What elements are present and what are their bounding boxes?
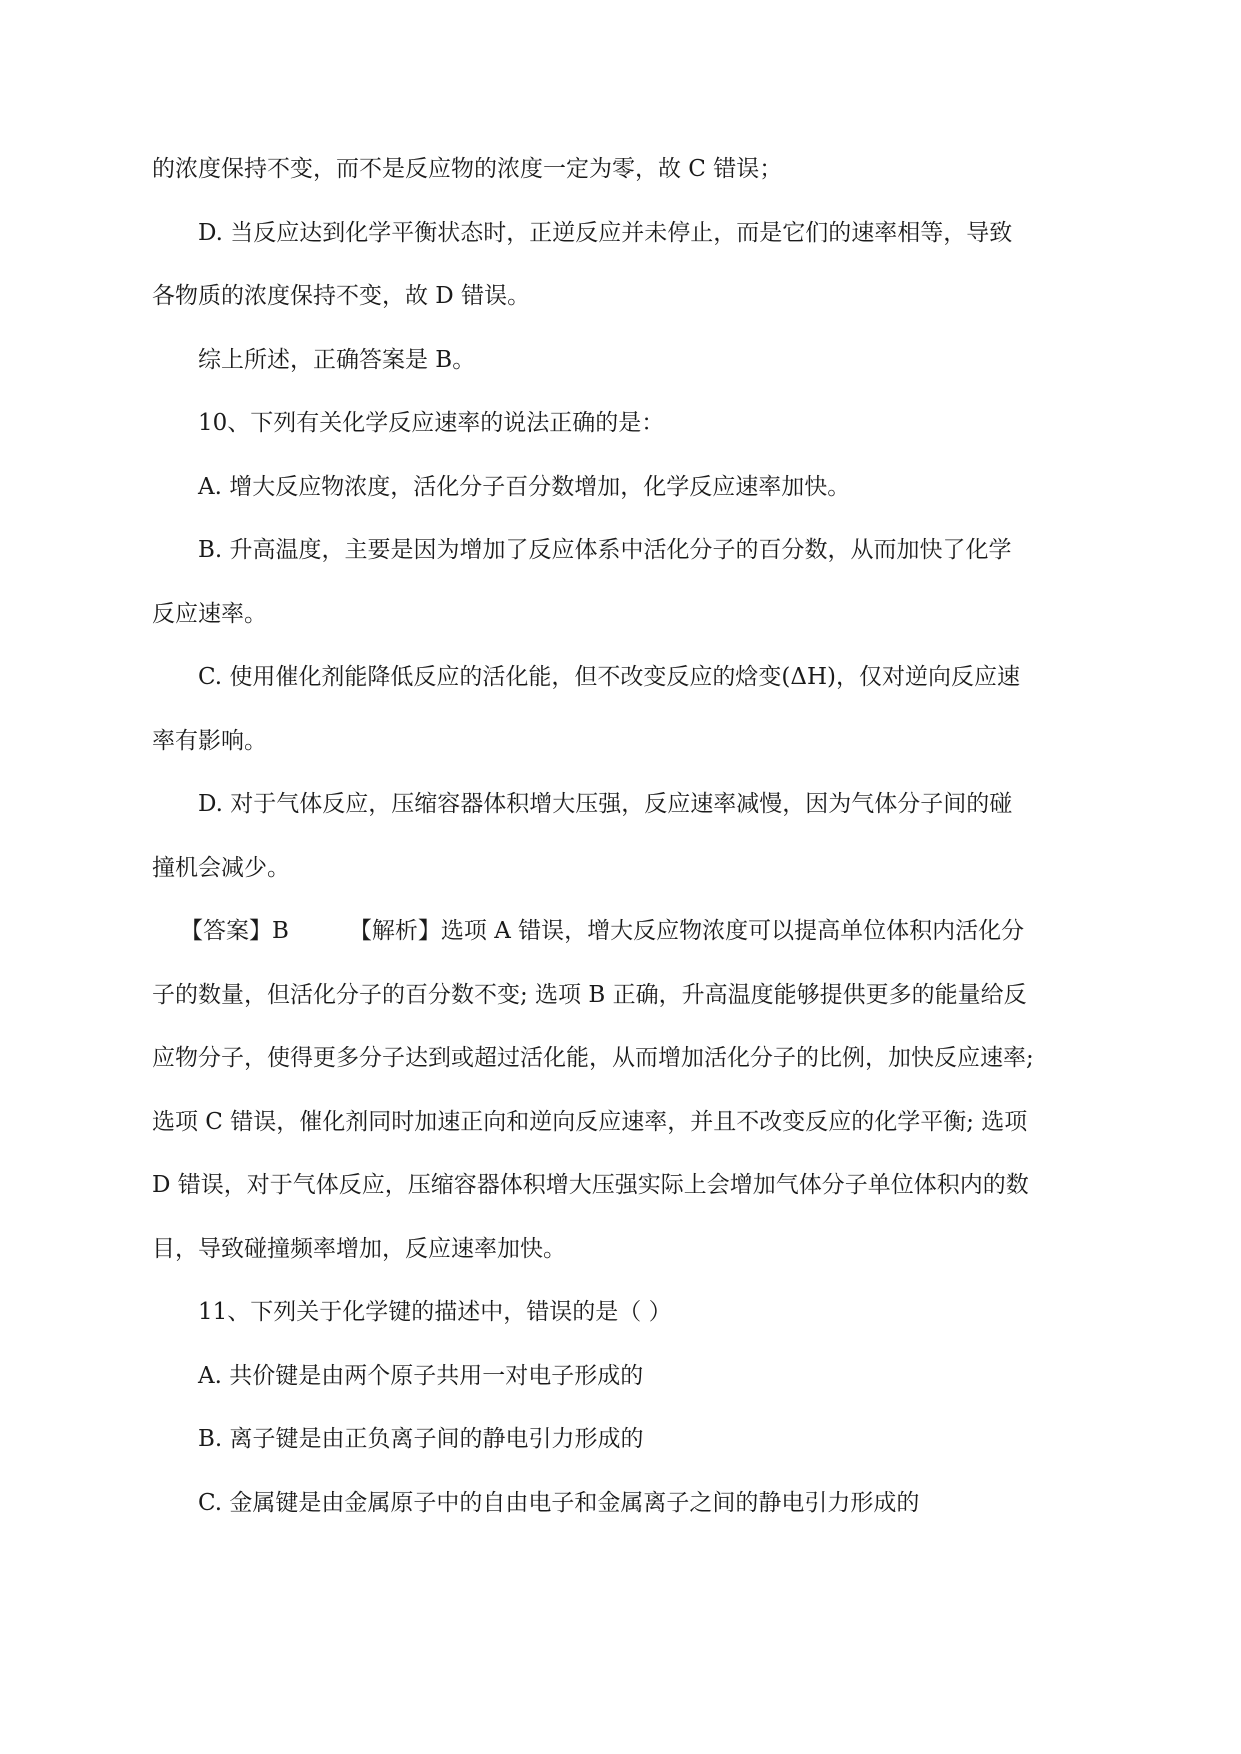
text-line: 反应速率。 (152, 600, 267, 627)
conclusion-line: 综上所述，正确答案是 B。 (198, 346, 476, 373)
question-11-option-c: C. 金属键是由金属原子中的自由电子和金属离子之间的静电引力形成的 (198, 1489, 920, 1516)
question-10-option-a: A. 增大反应物浓度，活化分子百分数增加，化学反应速率加快。 (198, 473, 851, 500)
text-line: 率有影响。 (152, 727, 267, 754)
analysis-line: 选项 C 错误，催化剂同时加速正向和逆向反应速率，并且不改变反应的化学平衡; 选项 (152, 1108, 1028, 1135)
text-line: 撞机会减少。 (152, 854, 290, 881)
question-11-option-b: B. 离子键是由正负离子间的静电引力形成的 (198, 1426, 644, 1452)
question-10-option-d: D. 对于气体反应，压缩容器体积增大压强，反应速率减慢，因为气体分子间的碰 (198, 791, 1013, 817)
analysis-text: 【解析】选项 A 错误，增大反应物浓度可以提高单位体积内活化分 (348, 918, 1025, 944)
answer-label: 【答案】B (180, 918, 289, 944)
question-10-option-b: B. 升高温度，主要是因为增加了反应体系中活化分子的百分数，从而加快了化学 (198, 537, 1012, 563)
answer-analysis-line (152, 900, 1092, 964)
analysis-line: D 错误，对于气体反应，压缩容器体积增大压强实际上会增加气体分子单位体积内的数 (152, 1172, 1029, 1198)
document-body (152, 138, 1092, 1535)
question-10-title: 10、下列有关化学反应速率的说法正确的是： (198, 410, 665, 436)
option-d-line: D. 当反应达到化学平衡状态时，正逆反应并未停止，而是它们的速率相等，导致 (198, 219, 1013, 246)
text-line: 的浓度保持不变，而不是反应物的浓度一定为零，故 C 错误； (152, 156, 783, 182)
text-line: 各物质的浓度保持不变，故 D 错误。 (152, 283, 531, 309)
question-11-option-a: A. 共价键是由两个原子共用一对电子形成的 (198, 1362, 644, 1389)
question-10-option-c: C. 使用催化剂能降低反应的活化能，但不改变反应的焓变(ΔH)，仅对逆向反应速 (198, 664, 1021, 690)
analysis-line: 应物分子，使得更多分子达到或超过活化能，从而增加活化分子的比例，加快反应速率; (152, 1045, 1034, 1071)
analysis-line: 目，导致碰撞频率增加，反应速率加快。 (152, 1235, 566, 1262)
analysis-line: 子的数量，但活化分子的百分数不变; 选项 B 正确，升高温度能够提供更多的能量给反 (152, 981, 1027, 1008)
question-11-title: 11、下列关于化学键的描述中，错误的是（ ） (198, 1299, 672, 1325)
